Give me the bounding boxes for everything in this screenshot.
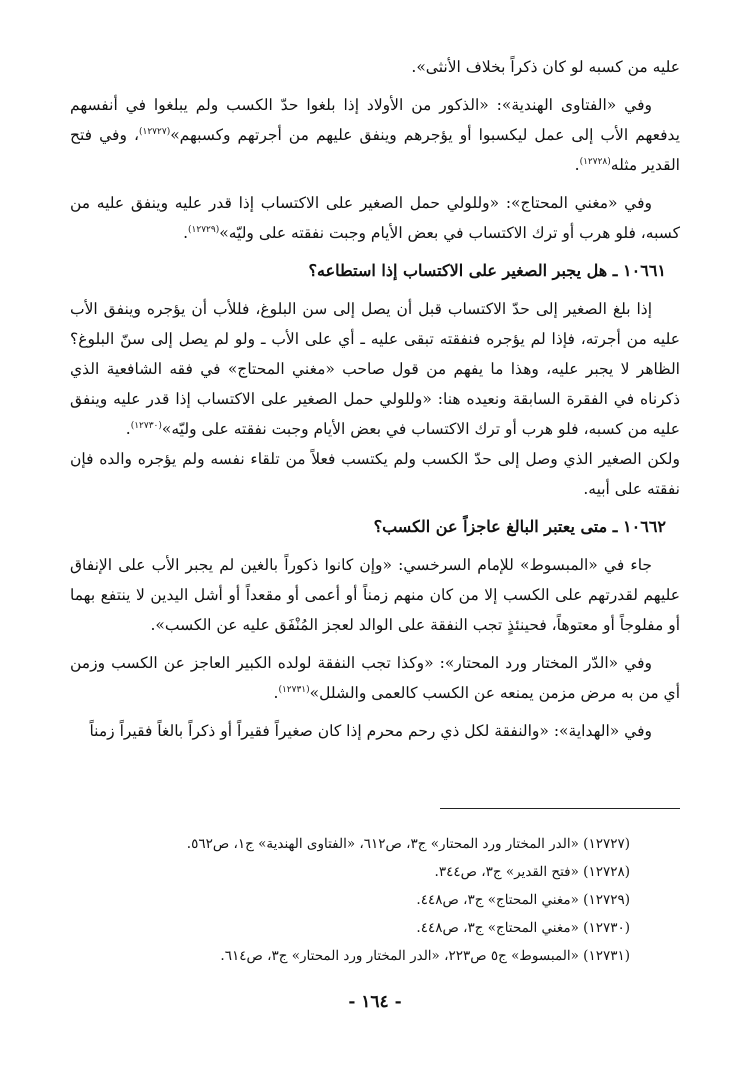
footnote: (١٢٧٣١) «المبسوط» ج٥ ص٢٢٣، «الدر المختار ورد المحتار» ج٣، ص٦١٤. [220,948,630,964]
paragraph-text: . [574,156,580,174]
footnote: (١٢٧٣٠) «مغني المحتاج» ج٣، ص٤٤٨. [416,920,630,936]
paragraph-durr [70,648,680,708]
footnote-ref[interactable]: (١٢٧٢٨) [579,156,611,167]
footnote: (١٢٧٢٧) «الدر المختار ورد المحتار» ج٣، ص٦١٢، «الفتاوى الهندية» ج١، ص٥٦٢. [186,836,630,852]
paragraph-text: وفي «الهداية»: «والنفقة لكل ذي رحم محرم إذا كان صغيراً فقيراً أو ذكراً بالغاً فقيراً زمناً [89,722,652,740]
footnotes [70,830,630,970]
main-text [70,52,680,754]
paragraph-text: وفي «الدّر المختار ورد المحتار»: «وكذا تجب النفقة لولده الكبير العاجز عن الكسب وزمن أي من به مرض مزمن يمنعه عن الكسب كالعمى والشلل» [70,654,680,702]
page-number: - ١٦٤ - [348,992,402,1012]
section-heading: ١٠٦٦١ ـ هل يجبر الصغير على الاكتساب إذا استطاعه؟ [308,261,666,280]
footnote: (١٢٧٢٩) «مغني المحتاج» ج٣، ص٤٤٨. [416,892,630,908]
paragraph-text: ، وفي فتح القدير مثله [70,126,680,174]
paragraph-text: وفي «مغني المحتاج»: «وللولي حمل الصغير على الاكتساب إذا قدر عليه وينفق عليه من كسبه، فلو هرب أو ترك الاكتساب في بعض الأيام وجبت نفقته على وليّه» [70,194,680,242]
footnote-ref[interactable]: (١٢٧٣٠) [130,420,162,431]
footnote-ref[interactable]: (١٢٧٣١) [278,684,310,695]
paragraph-continuation [70,52,680,82]
paragraph-text: ولكن الصغير الذي وصل إلى حدّ الكسب ولم يكتسب فعلاً من تلقاء نفسه ولم يؤجره والده فإن نفقته على أبيه. [70,450,680,498]
paragraph-hidaya [70,716,680,746]
paragraph-text: . [125,420,131,438]
paragraph-text: . [183,224,189,242]
paragraph-text: عليه من كسبه لو كان ذكراً بخلاف الأنثى». [411,58,680,76]
paragraph-text: إذا بلغ الصغير إلى حدّ الاكتساب قبل أن يصل إلى سن البلوغ، فللأب أن يؤجره وينفق الأب عليه من أجرته، فإذا لم يؤجره فنفقته تبقى عليه ـ أي على الأب ـ ولو لم يصل إلى سنّ البلوغ؟ الظاهر لا يجبر عليه، وهذا ما يفهم من قول صاحب «مغني المحتاج» في فقه الشافعية الذي ذكرناه في الفقرة السابقة ونعيده هنا: «وللولي حمل الصغير على الاكتساب إذا قدر عليه وينفق عليه من كسبه، فلو هرب أو ترك الاكتساب في بعض الأيام وجبت نفقته على وليّه» [70,300,680,438]
footnote-ref[interactable]: (١٢٧٢٩) [188,224,220,235]
footnote-ref[interactable]: (١٢٧٢٧) [139,126,171,137]
section-heading: ١٠٦٦٢ ـ متى يعتبر البالغ عاجزاً عن الكسب؟ [373,517,666,536]
paragraph-section1-a [70,294,680,504]
paragraph-text: . [273,684,279,702]
paragraph-mughni [70,188,680,248]
paragraph-text: جاء في «المبسوط» للإمام السرخسي: «وإن كانوا ذكوراً بالغين لم يجبر الأب على الإنفاق عليهم لقدرتهم على الكسب إلا من كان منهم زمناً أو أعمى أو مقعداً أو أشل اليدين لا ينتفع بهما أو مفلوجاً أو معتوهاً، فحينئذٍ تجب النفقة على الوالد لعجز المُنْفَق عليه عن الكسب». [70,556,680,634]
footnote: (١٢٧٢٨) «فتح القدير» ج٣، ص٣٤٤. [434,864,630,880]
paragraph-fatawa-hindiya [70,90,680,180]
footnote-divider [440,808,680,809]
paragraph-mabsut [70,550,680,640]
paragraph-text: وفي «الفتاوى الهندية»: «الذكور من الأولاد إذا بلغوا حدّ الكسب ولم يبلغوا في أنفسهم يدفعهم الأب إلى عمل ليكسبوا أو يؤجرهم وينفق عليهم من أجرتهم وكسبهم» [70,96,680,144]
